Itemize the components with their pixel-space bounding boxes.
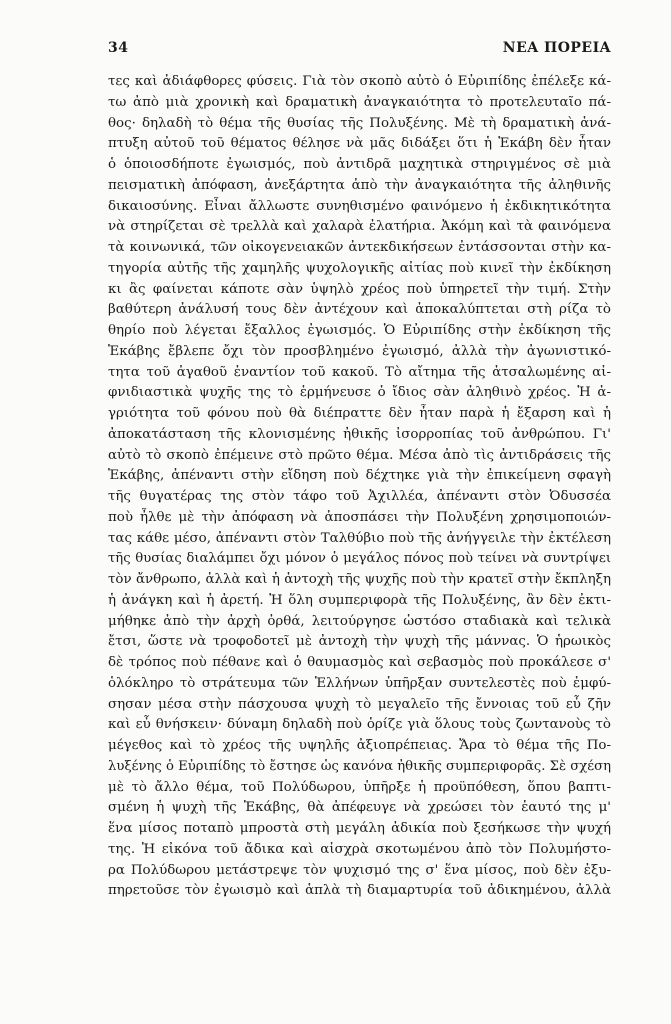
text-line: τῆς θυγατέρας της στὸν τάφο τοῦ Ἀχιλλέα, ἀπέναντι στὸν Ὀδυσσέα — [108, 489, 611, 504]
text-line: τω ἀπὸ μιὰ χρονικὴ καὶ δραματικὴ ἀναγκαιότητα τὸ προτελευταῖο πά- — [108, 94, 611, 110]
text-line: αὐτὸ τὸ σκοπὸ ἐπέμεινε στὸ πρῶτο θέμα. Μέσα ἀπὸ τὶς ἀντιδράσεις τῆς — [108, 447, 611, 463]
text-line: φνιδιαστικὰ ψυχῆς της τὸ ἑρμήνευσε ὁ ἴδιος σὰν ἀληθινὸ χρέος. Ἡ ἀ- — [108, 385, 611, 401]
text-line: σμένη ἡ ψυχὴ τῆς Ἑκάβης, θὰ ἀπέφευγε νὰ χρεώσει τὸν ἑαυτό της μ' — [108, 800, 611, 816]
text-line: τῆς θυσίας διαλάμπει ὄχι μόνον ὁ μεγάλος πόνος ποὺ τείνει νὰ συντρίψει — [108, 551, 611, 567]
text-line: ρα Πολύδωρου μετάστρεψε τὸν ψυχισμό της σ' ἕνα μίσος, ποὺ δὲν ἐξυ- — [108, 862, 611, 878]
page-header — [108, 40, 611, 62]
text-line: ἕνα μίσος ποταπὸ μπροστὰ στὴ μεγάλη ἀδικία ποὺ ξεσήκωσε τὴν ψυχή — [108, 821, 611, 836]
text-line: ἀποκατάσταση τῆς κλονισμένης ἠθικῆς ἰσορροπίας τοῦ ἀνθρώπου. Γι' — [108, 426, 611, 442]
text-line: πηρετοῦσε τὸν ἐγωισμὸ καὶ ἁπλὰ τὴ διαμαρτυρία τοῦ ἀδικημένου, ἀλλὰ — [108, 883, 611, 899]
text-line: ὁ ὁποιοσδήποτε ἐγωισμός, ποὺ ἀντιδρᾶ μαχητικὰ στηριγμένος σὲ μιὰ — [108, 157, 611, 172]
text-line: θος· δηλαδὴ τὸ θέμα τῆς θυσίας τῆς Πολυξένης. Μὲ τὴ δραματικὴ ἀνά- — [108, 115, 611, 131]
text-line: ὁλόκληρο τὸ στράτευμα τῶν Ἑλλήνων ὑπῆρξαν συντελεστὲς ποὺ ἐμφύ- — [108, 675, 611, 691]
text-line: τες καὶ ἀδιάφθορες φύσεις. Γιὰ τὸν σκοπὸ αὐτὸ ὁ Εὐριπίδης ἐπέλεξε κά- — [108, 74, 611, 89]
text-line: μήθηκε ἀπὸ τὴν ἀρχὴ ὀρθά, λειτούργησε ὡστόσο σταδιακὰ καὶ τελικὰ — [108, 613, 611, 629]
text-line: τὰ κοινωνικά, τῶν οἰκογενειακῶν ἀντεκδικήσεων ἐντάσσονται στὴν κα- — [108, 240, 611, 255]
text-line: τητα τοῦ ἀγαθοῦ ἐναντίον τοῦ κακοῦ. Τὸ αἴτημα τῆς ἀτσαλωμένης αἰ- — [108, 364, 611, 380]
text-line: Ἑκάβης ἔβλεπε ὄχι τὸν προσβλημένο ἐγωισμό, ἀλλὰ τὴν ἀγωνιστικό- — [108, 343, 611, 359]
text-line: μέγεθος καὶ τὸ χρέος τῆς υψηλῆς ἀξιοπρέπειας. Ἄρα τὸ θέμα τῆς Πο- — [108, 738, 611, 753]
text-line: τηγορία αὐτῆς τῆς χαμηλῆς ψυχολογικῆς αἰτίας ποὺ κινεῖ τὴν ἐκδίκηση — [108, 260, 611, 276]
text-line: Ἑκάβης, ἀπέναντι στὴν εἴδηση ποὺ δέχτηκε γιὰ τὴν ἐπικείμενη σφαγὴ — [108, 468, 611, 484]
text-line: θηρίο ποὺ λέγεται ἔξαλλος ἐγωισμός. Ὁ Εὐριπίδης στὴν ἐκδίκηση τῆς — [108, 323, 611, 338]
text-line: δὲ τρόπος ποὺ πέθανε καὶ ὁ θαυμασμὸς καὶ σεβασμὸς ποὺ προκάλεσε σ' — [108, 655, 611, 670]
text-line: τας κάθε μέσο, ἀπέναντι στὸν Ταλθύβιο ποὺ τῆς ἀνήγγειλε τὴν ἐκτέλεση — [108, 530, 611, 546]
page-number: 34 — [108, 40, 129, 56]
text-line: ἡ ἀνάγκη καὶ ἡ ἀρετή. Ἡ ὅλη συμπεριφορὰ τῆς Πολυξένης, ἂν δὲν ἐκτι- — [108, 592, 611, 608]
text-line: δικαιοσύνης. Εἶναι ἄλλωστε συνηθισμένο φαινόμενο ἡ ἐκδικητικότητα — [108, 198, 611, 214]
text-line: βαθύτερη ἀνάλυσή τους δὲν ἀντέχουν καὶ ἀποκαλύπτεται στὴ ρίζα τὸ — [108, 302, 611, 318]
text-line: της. Ἡ εἰκόνα τοῦ ἄδικα καὶ αἰσχρὰ σκοτωμένου ἀπὸ τὸν Πολυμήστο- — [108, 841, 611, 857]
text-line: λυξένης ὁ Εὐριπίδης τὸ ἔστησε ὡς κανόνα ἠθικῆς συμπεριφορᾶς. Σὲ σχέση — [108, 758, 611, 774]
text-line: τὸν ἄνθρωπο, ἀλλὰ καὶ ἡ ἀντοχὴ τῆς ψυχῆς ποὺ τὴν κρατεῖ στὴν ἔκπληξη — [108, 572, 611, 587]
text-line: μὲ τὸ ἄλλο θέμα, τοῦ Πολύδωρου, ὑπῆρξε ἡ προϋπόθεση, ὅπου βαπτι- — [108, 779, 611, 795]
running-title: ΝΕΑ ΠΟΡΕΙΑ — [502, 40, 611, 56]
text-line: πεισματικὴ ἀπόφαση, ἀνεξάρτητα ἀπὸ τὴν ἀναγκαιότητα τῆς ἀληθινῆς — [108, 177, 611, 193]
text-line: γριότητα τοῦ φόνου ποὺ θὰ διέπραττε δὲν ἦταν παρὰ ἡ ἔξαρση καὶ ἡ — [108, 406, 611, 421]
body-text — [108, 72, 611, 902]
text-line: ἔτσι, ὥστε νὰ τροφοδοτεῖ μὲ ἀντοχὴ τὴν ψυχὴ τῆς μάννας. Ὁ ἡρωικὸς — [108, 634, 611, 650]
text-line: ποὺ ἦλθε μὲ τὴν ἀπόφαση νὰ ἀποσπάσει τὴν Πολυξένη χρησιμοποιών- — [108, 509, 611, 525]
text-line: πτυξη αὐτοῦ τοῦ θέματος θέλησε νὰ μᾶς διδάξει ὅτι ἡ Ἑκάβη δὲν ἦταν — [108, 136, 611, 152]
text-line: σησαν μέσα στὴν πάσχουσα ψυχὴ τὸ μεγαλεῖο τῆς ἔννοιας τοῦ εὖ ζῆν — [108, 696, 611, 712]
text-line: νὰ στηρίζεται σὲ τρελλὰ καὶ χαλαρὰ ἐλατήρια. Ἀκόμη καὶ τὰ φαινόμενα — [108, 219, 611, 235]
text-line: καὶ εὖ θνήσκειν· δύναμη δηλαδὴ ποὺ ὁρίζε γιὰ ὅλους τοὺς ζωντανοὺς τὸ — [108, 717, 611, 733]
text-line: κι ἂς φαίνεται κάποτε σὰν ὑψηλὸ χρέος ποὺ ὑπηρετεῖ τὴν τιμή. Στὴν — [108, 281, 611, 297]
